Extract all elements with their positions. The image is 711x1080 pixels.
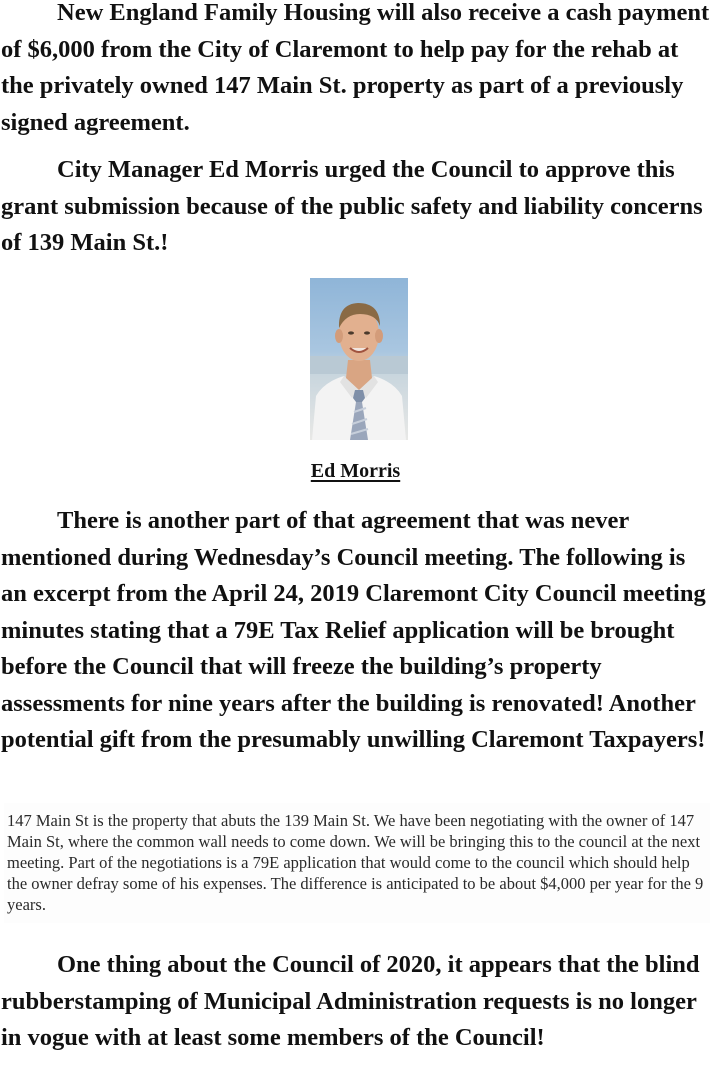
paragraph-agreement: There is another part of that agreement that was never mentioned during Wednesday’s Council meeting. The following is an excerpt from the April 24, 2019 Claremont City Council meeting minutes stating that a 79E Tax Relief application will be brought before the Council that will freeze the building’s property assessments for nine years after the building is renovated! Another potential gift from the presumably unwilling Claremont Taxpayers! [1,507,706,753]
paragraph-city-manager: City Manager Ed Morris urged the Council to approve this grant submission because of the public safety and liability concerns of 139 Main St.! [1,156,703,256]
minutes-excerpt [4,803,710,923]
paragraph-council-2020: One thing about the Council of 2020, it appears that the blind rubberstamping of Municipal Administration requests is no longer in vogue with at least some members of the Council! [1,951,700,1051]
photo-caption [0,459,711,483]
photo-caption-text: Ed Morris [310,460,401,482]
person-portrait-icon [310,278,408,440]
ed-morris-photo [310,278,408,440]
paragraph-cash-payment: New England Family Housing will also receive a cash payment of $6,000 from the City of Claremont to help pay for the rehab at the privately owned 147 Main St. property as part of a previously signed agreement. [1,0,710,136]
minutes-excerpt-text: 147 Main St is the property that abuts the 139 Main St. We have been negotiating with the owner of 147 Main St, where the common wall needs to come down. We will be bringing this to the council at the next meeting. Part of the negotiations is a 79E application that would come to the council which should help the owner defray some of his expenses. The difference is anticipated to be about $4,000 per year for the 9 years. [7,811,704,914]
